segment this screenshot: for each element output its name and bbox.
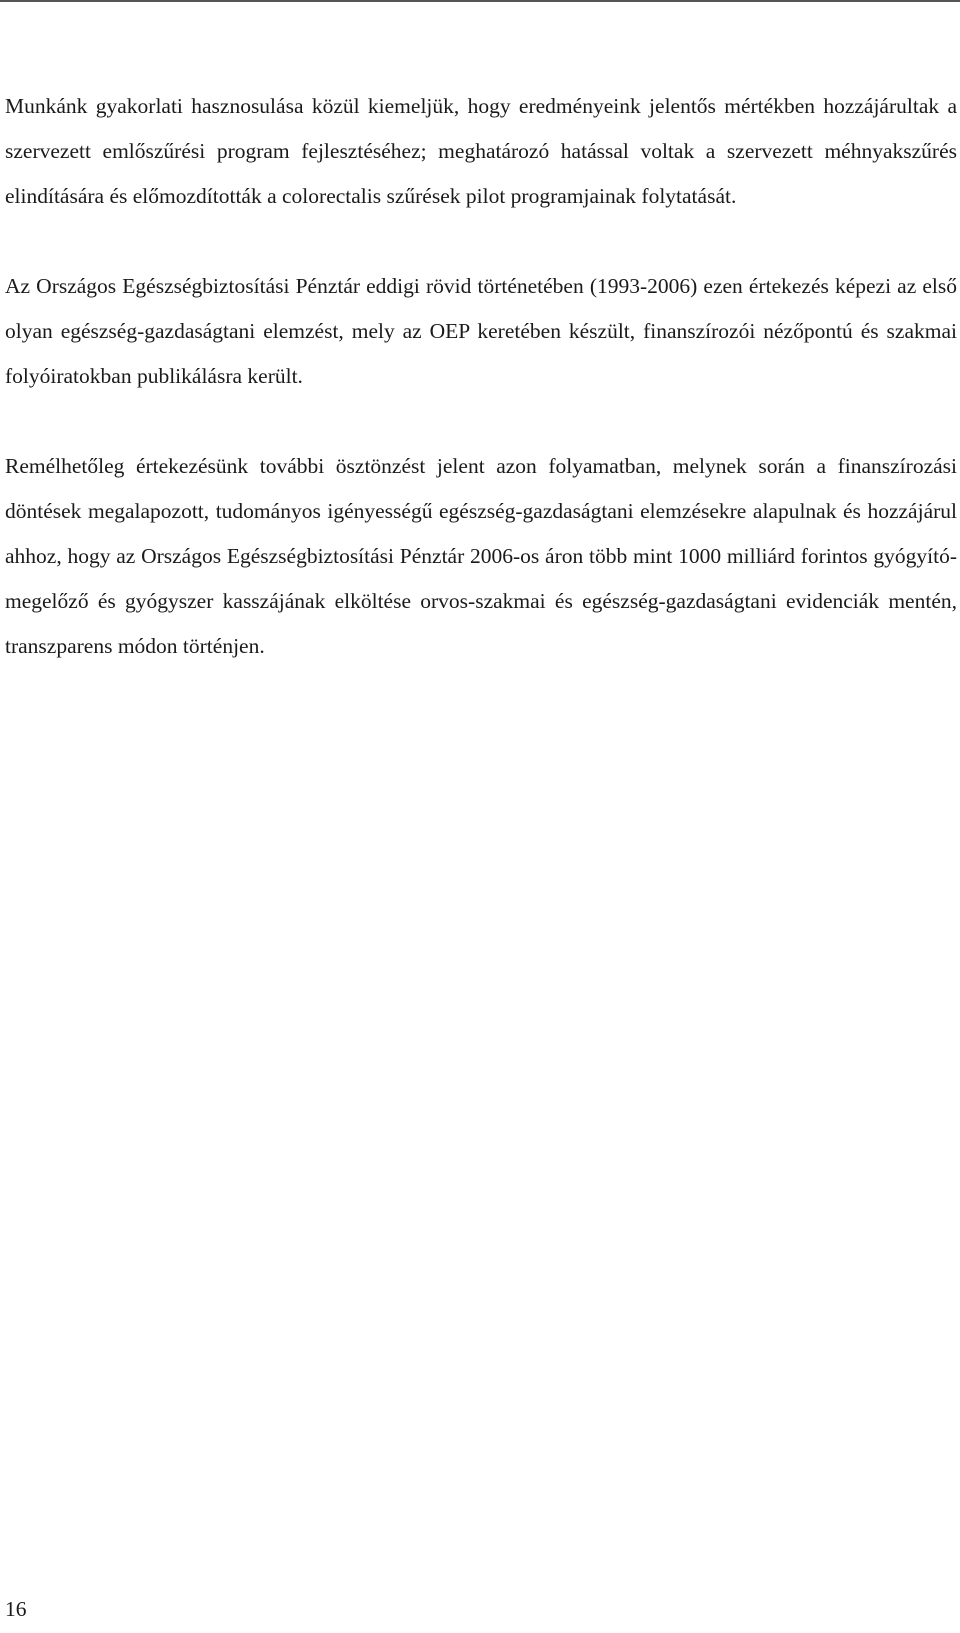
page-number: 16 (5, 1597, 27, 1621)
paragraph-outlook: Remélhetőleg értekezésünk további ösztönzést jelent azon folyamatban, melynek során a finanszírozási döntések megalapozott, tudományos igényességű egészség-gazdaságtani elemzésekre alapulnak és hozzájárul ahhoz, hogy az Országos Egészségbiztosítási Pénztár 2006-os áron több mint 1000 milliárd forintos gyógyító-megelőző és gyógyszer kasszájának elköltése orvos-szakmai és egészség-gazdaságtani evidenciák mentén, transzparens módon történjen. (5, 454, 957, 658)
top-border-rule (0, 0, 960, 2)
paragraph-practical-use: Munkánk gyakorlati hasznosulása közül kiemeljük, hogy eredményeink jelentős mértékben hozzájárultak a szervezett emlőszűrési program fejlesztéséhez; meghatározó hatással voltak a szervezett méhnyakszűrés elindítására és előmozdították a colorectalis szűrések pilot programjainak folytatását. (5, 94, 957, 208)
document-body (5, 84, 957, 669)
paragraph-oep-analysis: Az Országos Egészségbiztosítási Pénztár eddigi rövid történetében (1993-2006) ezen értekezés képezi az első olyan egészség-gazdaságtani elemzést, mely az OEP keretében készült, finanszírozói nézőpontú és szakmai folyóiratokban publikálásra került. (5, 274, 957, 388)
